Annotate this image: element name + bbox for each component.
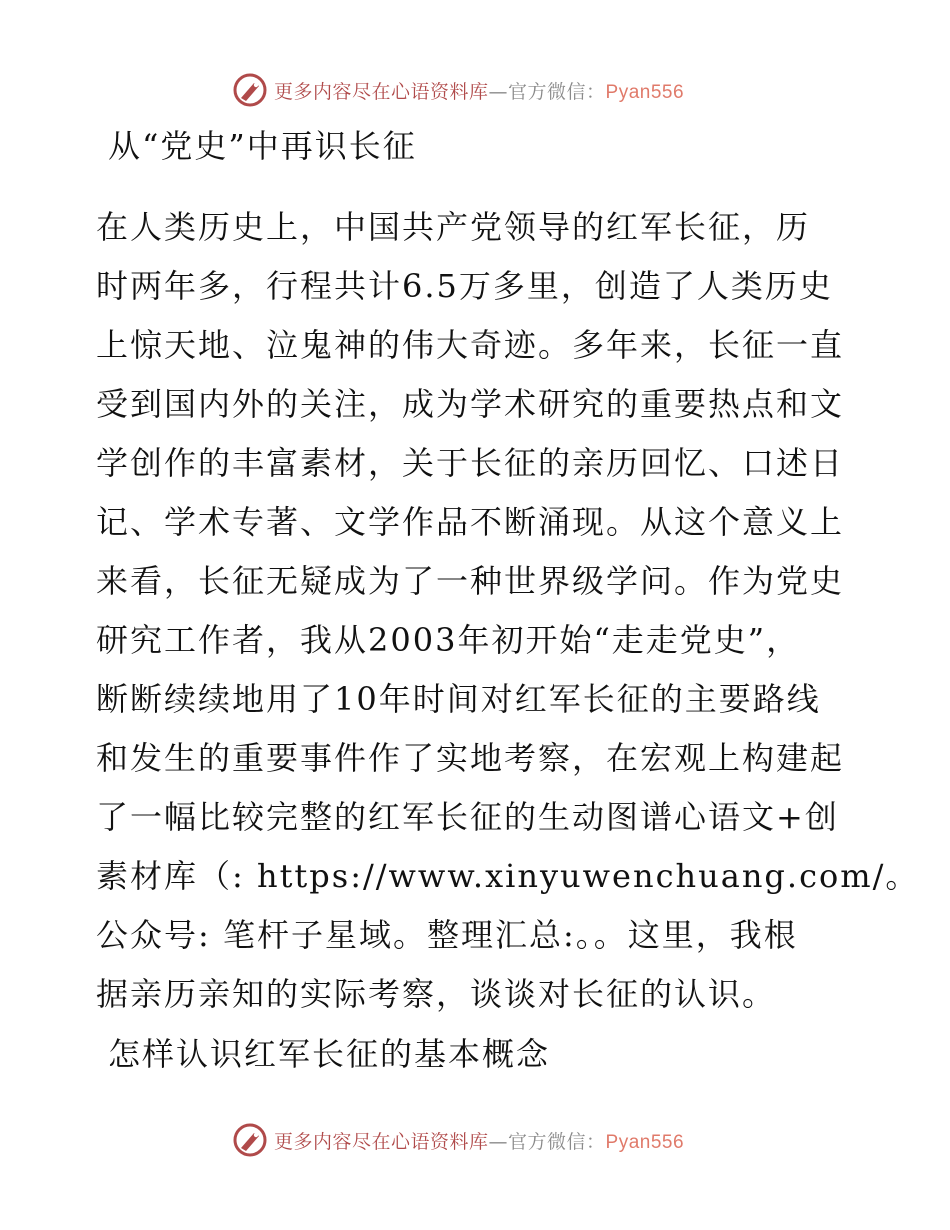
- pen-nib-logo-icon: [232, 1122, 268, 1158]
- promo-text: 更多内容尽在心语资料库: [274, 80, 489, 103]
- body-line: 受到国内外的关注，成为学术研究的重要热点和文: [96, 385, 845, 423]
- body-line: 公众号: 笔杆子星域。整理汇总:。。这里，我根: [96, 916, 798, 954]
- banner-dash: —: [488, 1130, 509, 1153]
- contact-label: 官方微信：: [508, 80, 606, 103]
- body-line: 记、学术专著、文学作品不断涌现。从这个意义上: [96, 503, 845, 541]
- body-line: 研究工作者，我从2003年初开始“走走党史”，: [96, 621, 801, 659]
- body-line-link: 素材库（: https://www.xinyuwenchuang.com/。: [96, 857, 920, 895]
- banner-text: [274, 77, 684, 104]
- body-line: 据亲历亲知的实际考察，谈谈对长征的认识。: [96, 975, 777, 1013]
- header-banner: [232, 72, 684, 108]
- banner-dash: —: [488, 80, 509, 103]
- body-line: 断断续续地用了10年时间对红军长征的主要路线: [96, 680, 821, 718]
- body-line: 来看，长征无疑成为了一种世界级学问。作为党史: [96, 562, 845, 600]
- body-line: 时两年多，行程共计6.5万多里，创造了人类历史: [96, 267, 833, 305]
- section-subheading: 怎样认识红军长征的基本概念: [108, 1035, 551, 1073]
- body-line: 学创作的丰富素材，关于长征的亲历回忆、口述日: [96, 444, 845, 482]
- body-paragraph: [96, 198, 920, 1024]
- wechat-id: Pyan556: [605, 81, 685, 103]
- body-line: 了一幅比较完整的红军长征的生动图谱心语文+创: [96, 798, 839, 836]
- body-line: 在人类历史上，中国共产党领导的红军长征，历: [96, 208, 811, 246]
- pen-nib-logo-icon: [232, 72, 268, 108]
- page-title: 从“党史”中再识长征: [108, 127, 417, 165]
- body-line: 和发生的重要事件作了实地考察，在宏观上构建起: [96, 739, 845, 777]
- body-line: 上惊天地、泣鬼神的伟大奇迹。多年来，长征一直: [96, 326, 845, 364]
- promo-text: 更多内容尽在心语资料库: [274, 1130, 489, 1153]
- banner-text: [274, 1127, 684, 1154]
- wechat-id: Pyan556: [605, 1131, 685, 1153]
- contact-label: 官方微信：: [508, 1130, 606, 1153]
- footer-banner: [232, 1122, 684, 1158]
